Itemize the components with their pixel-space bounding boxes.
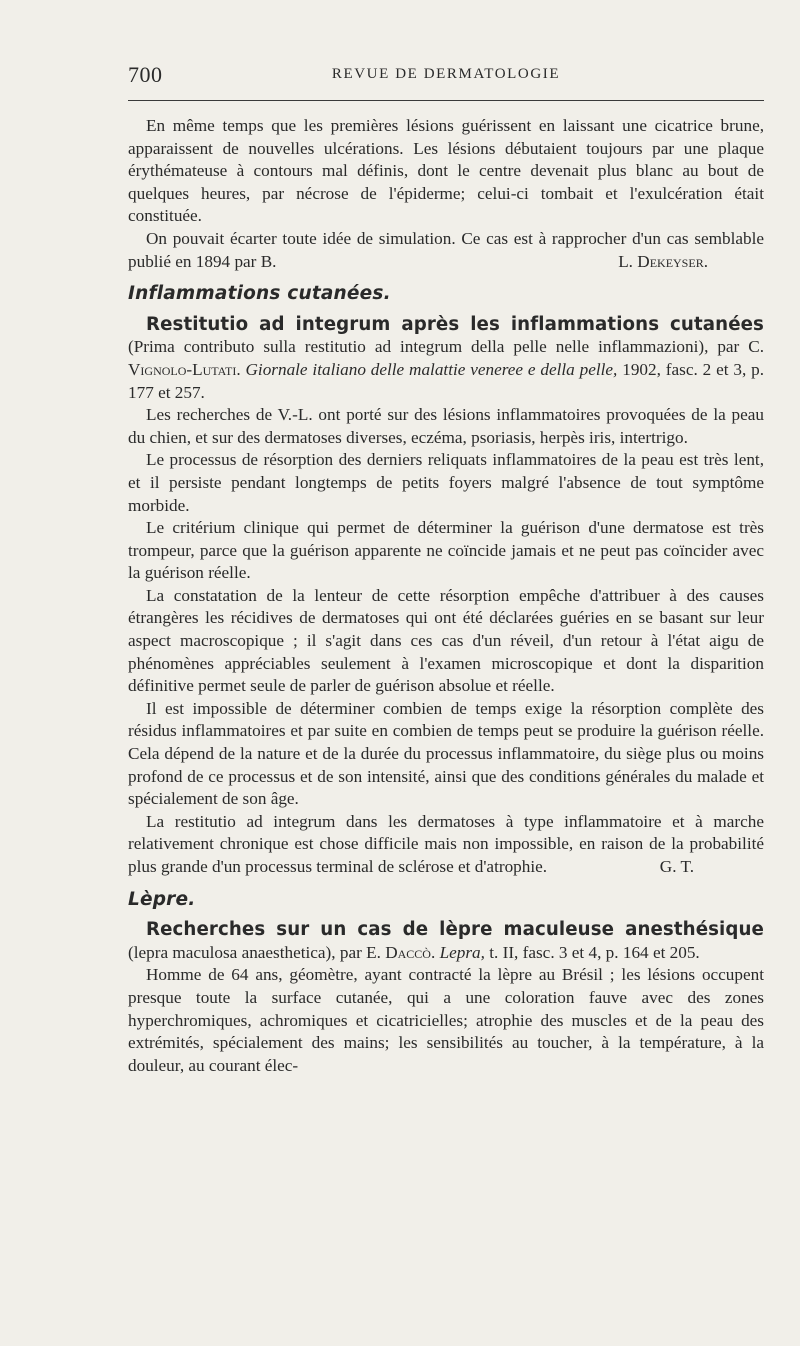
- article-title-lepre: Recherches sur un cas de lèpre maculeuse anesthésique: [146, 919, 764, 941]
- header-rule: [128, 100, 764, 101]
- section-heading-inflammations: Inflammations cutanées.: [128, 283, 391, 305]
- article-ref-part2: 1902, fasc. 2 et 3, p. 177 et 257.: [128, 359, 765, 402]
- article-ref-part2: t. II, fasc. 3 et 4, p. 164 et 205.: [484, 942, 700, 962]
- article-citation-lepre: [128, 919, 764, 964]
- signature-gt: G. T.: [659, 857, 694, 876]
- article-ref-part1: (Prima contributo sulla restitutio ad integrum della pelle nelle inflammazioni), par C.: [128, 337, 764, 357]
- final-text: La restitutio ad integrum dans les dermatoses à type inflammatoire et à marche relativement chronique est chose difficile mais non impossible, en raison de la probabilité plus grande d'un processus terminal de sclérose et d'atrophie.: [128, 811, 764, 876]
- article-author: Vignolo-Lutati.: [128, 359, 241, 379]
- signature-dekeyser: L. Dekeyser.: [618, 251, 708, 271]
- continuation-paragraph: En même temps que les premières lésions guérissent en laissant une cicatrice brune, apparaissent de nouvelles ulcérations. Les lésions débutaient toujours par une plaque érythémateuse à contours mal définis, dont le centre devenait plus blanc au bout de quelques heures, par nécrose de l'épiderme; celui-ci tombait et l'exulcération était constituée.: [128, 116, 764, 226]
- continuation-text: On pouvait écarter toute idée de simulation. Ce cas est à rapprocher d'un cas semblable publié en 1894 par B.: [128, 228, 764, 271]
- continuation-paragraph-end: [128, 228, 764, 273]
- body-paragraph: Le processus de résorption des derniers reliquats inflammatoires de la peau est très lent, et il persiste pendant longtemps de petits foyers malgré l'absence de tout symptôme morbide.: [128, 450, 764, 515]
- body-paragraph: La constatation de la lenteur de cette résorption empêche d'attribuer à des causes étrangères les récidives de dermatoses qui ont été déclarées guéries en se basant sur leur aspect macroscopique ; il s'agit dans ces cas d'un réveil, d'un retour à l'état aigu de phénomènes appréciables seulement à l'examen microscopique et dont la disparition définitive permet seule de parler de guérison absolue et réelle.: [128, 585, 764, 696]
- body-paragraph: Il est impossible de déterminer combien de temps exige la résorption complète des résidus inflammatoires et par suite en combien de temps peut se produire la guérison réelle. Cela dépend de la nature et de la durée du processus inflammatoire, du siège plus ou moins profond de ce processus et de son intensité, ainsi que des conditions générales du malade et spécialement de son âge.: [128, 698, 764, 809]
- page-header: [128, 62, 764, 92]
- body-paragraph: Les recherches de V.-L. ont porté sur des lésions inflammatoires provoquées de la peau du chien, et sur des dermatoses diverses, eczéma, psoriasis, herpès iris, intertrigo.: [128, 405, 764, 447]
- article-journal: Lepra,: [439, 942, 485, 962]
- body-paragraph: Le critérium clinique qui permet de déterminer la guérison d'une dermatose est très trompeur, parce que la guérison apparente ne coïncide jamais et ne peut pas coïncider avec la guérison réelle.: [128, 518, 764, 583]
- article-title-restitutio: Restitutio ad integrum après les inflammations cutanées: [146, 313, 764, 335]
- section-heading-lepre: Lèpre.: [128, 888, 196, 910]
- body-paragraph: Homme de 64 ans, géomètre, ayant contracté la lèpre au Brésil ; les lésions occupent presque toute la surface cutanée, qui a une coloration fauve avec des zones hyperchromiques, achromiques et cicatricielles; atrophie des muscles et de la peau des extrémités, spécialement des mains; les sensibilités au toucher, à la température, à la douleur, au courant élec-: [128, 965, 764, 1075]
- article-journal: Giornale italiano delle malattie veneree e della pelle,: [245, 359, 618, 379]
- body-paragraph-final: [128, 811, 764, 879]
- running-head: REVUE DE DERMATOLOGIE: [331, 66, 561, 82]
- article-citation-restitutio: [128, 314, 764, 404]
- article-author: Daccò.: [385, 942, 436, 962]
- page-number: 700: [128, 62, 163, 87]
- page-body: [128, 115, 764, 1077]
- article-ref-part1: (lepra maculosa anaesthetica), par E.: [128, 942, 386, 962]
